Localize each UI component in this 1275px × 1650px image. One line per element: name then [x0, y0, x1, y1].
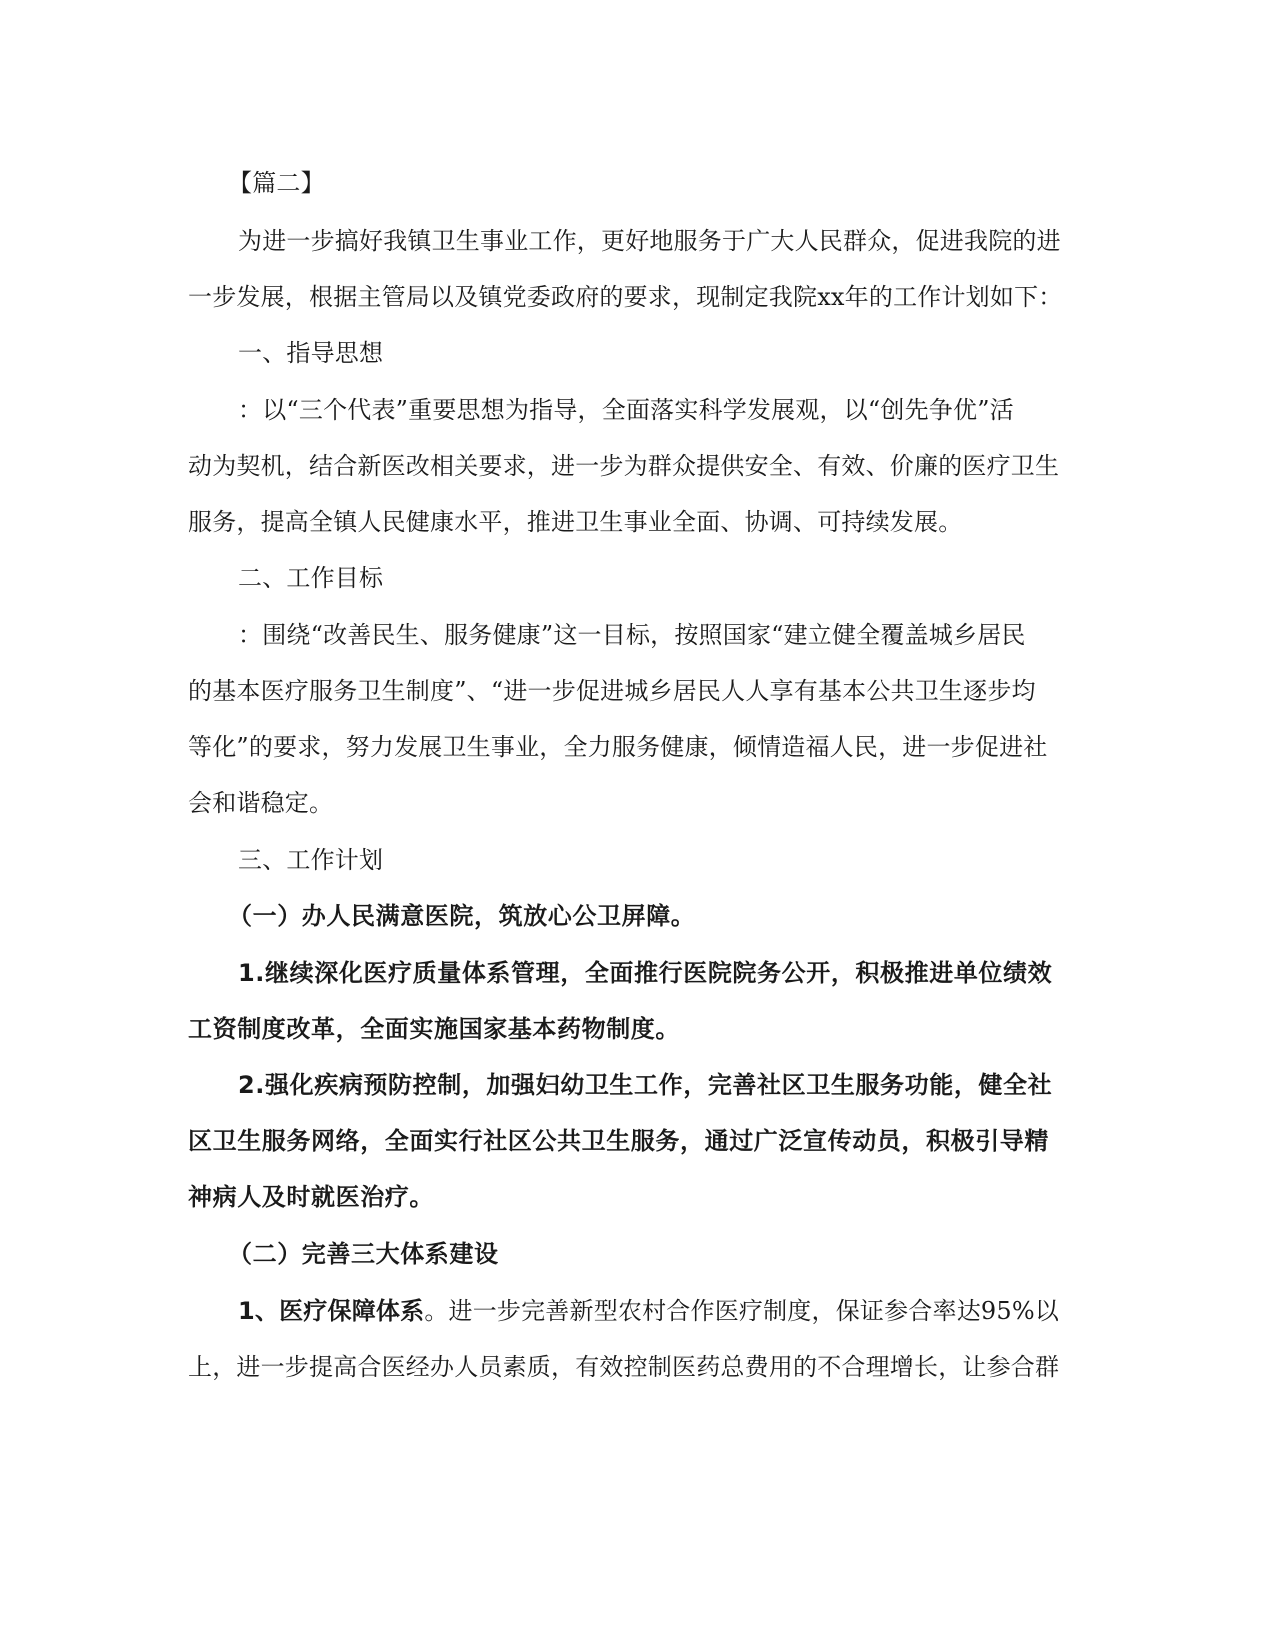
sub2-item1-line-2: 上，进一步提高合医经办人员素质，有效控制医药总费用的不合理增长，让参合群: [188, 1353, 1060, 1381]
section2-line-1: ：围绕“改善民生、服务健康”这一目标，按照国家“建立健全覆盖城乡居民: [238, 621, 1026, 649]
sub1-item1-line-1: 1.继续深化医疗质量体系管理，全面推行医院院务公开，积极推进单位绩效: [238, 959, 1053, 987]
intro-line-2: 一步发展，根据主管局以及镇党委政府的要求，现制定我院xx年的工作计划如下：: [188, 283, 1063, 311]
sub2-title: （二）完善三大体系建设: [228, 1240, 499, 1268]
section1-line-3: 服务，提高全镇人民健康水平，推进卫生事业全面、协调、可持续发展。: [188, 508, 963, 536]
sub1-item2-line-3: 神病人及时就医治疗。: [188, 1183, 434, 1211]
sub2-item1-text: 。进一步完善新型农村合作医疗制度，保证参合率达95%以: [424, 1297, 1060, 1325]
section-marker: 【篇二】: [228, 169, 325, 197]
section2-line-3: 等化”的要求，努力发展卫生事业，全力服务健康，倾情造福人民，进一步促进社: [188, 733, 1048, 761]
sub1-title: （一）办人民满意医院，筑放心公卫屏障。: [228, 902, 696, 930]
sub2-item1-line-1: [238, 1296, 1138, 1326]
intro-line-1: 为进一步搞好我镇卫生事业工作，更好地服务于广大人民群众，促进我院的进: [238, 227, 1061, 255]
section3-title: 三、工作计划: [238, 846, 384, 874]
section2-line-4: 会和谐稳定。: [188, 789, 334, 817]
section1-line-2: 动为契机，结合新医改相关要求，进一步为群众提供安全、有效、价廉的医疗卫生: [188, 452, 1060, 480]
sub2-item1-label: 1、医疗保障体系: [238, 1297, 425, 1325]
sub1-item2-line-2: 区卫生服务网络，全面实行社区公共卫生服务，通过广泛宣传动员，积极引导精: [188, 1127, 1049, 1155]
sub1-item2-line-1: 2.强化疾病预防控制，加强妇幼卫生工作，完善社区卫生服务功能，健全社: [238, 1071, 1053, 1099]
section1-line-1: ：以“三个代表”重要思想为指导，全面落实科学发展观，以“创先争优”活: [238, 396, 1014, 424]
section2-line-2: 的基本医疗服务卫生制度”、“进一步促进城乡居民人人享有基本公共卫生逐步均: [188, 677, 1036, 705]
sub1-item1-line-2: 工资制度改革，全面实施国家基本药物制度。: [188, 1015, 680, 1043]
section1-title: 一、指导思想: [238, 339, 384, 367]
section2-title: 二、工作目标: [238, 564, 384, 592]
